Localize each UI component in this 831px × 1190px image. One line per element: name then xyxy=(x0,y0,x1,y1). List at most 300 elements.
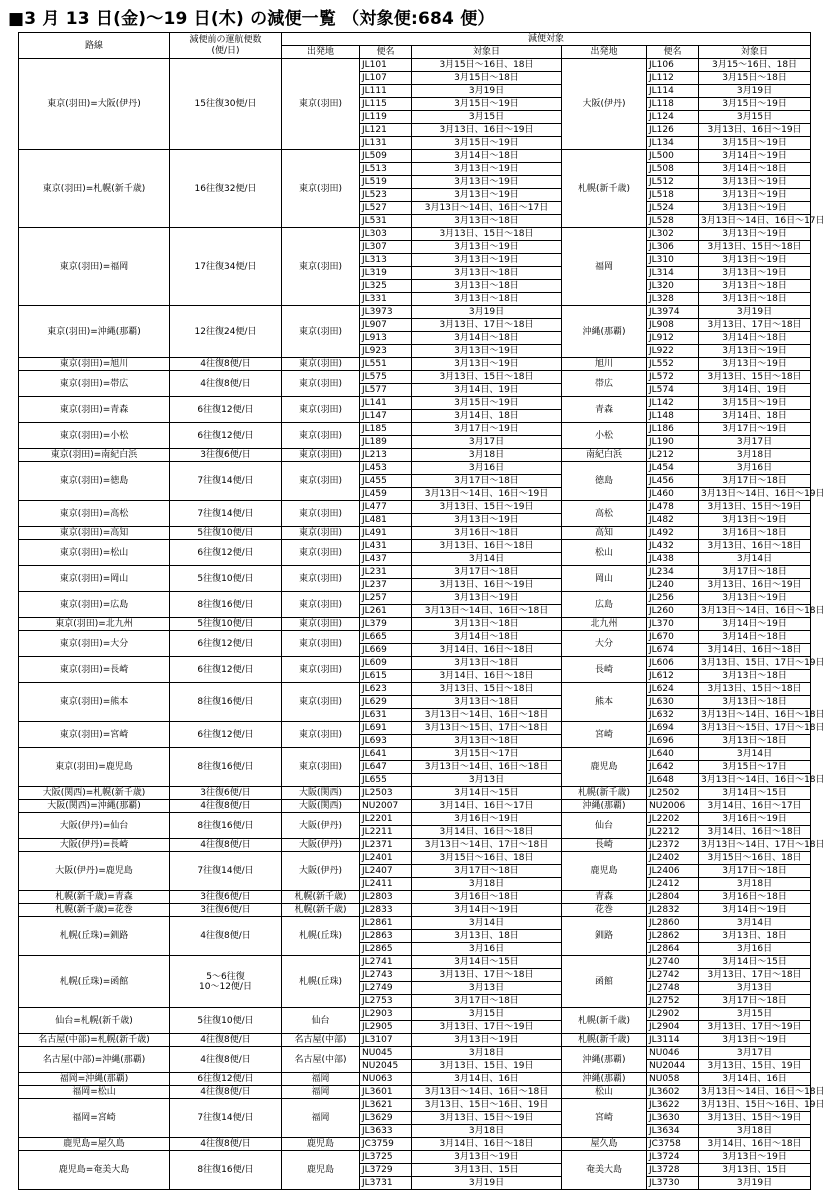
route-cell: 東京(羽田)=旭川 xyxy=(19,358,170,371)
flight-out-cell: NU063 xyxy=(360,1073,412,1086)
route-cell: 東京(羽田)=広島 xyxy=(19,592,170,618)
frequency-text: 6往復12便/日 xyxy=(197,729,254,740)
route-cell: 東京(羽田)=熊本 xyxy=(19,683,170,722)
flight-out-cell: JL237 xyxy=(360,579,412,592)
flight-out-cell: JL2833 xyxy=(360,904,412,917)
dates-out-cell: 3月13日～18日 xyxy=(412,696,562,709)
dates-out-cell: 3月13日～19日 xyxy=(412,176,562,189)
table-row xyxy=(19,904,811,917)
frequency-cell xyxy=(170,813,282,839)
flight-out-cell: JL913 xyxy=(360,332,412,345)
flight-out-cell: JL527 xyxy=(360,202,412,215)
origin-out-cell: 東京(羽田) xyxy=(282,540,360,566)
flight-ret-cell: JL2752 xyxy=(647,995,699,1008)
dates-out-cell: 3月13日、18日 xyxy=(412,930,562,943)
flight-out-cell: JL609 xyxy=(360,657,412,670)
flight-ret-cell: JL124 xyxy=(647,111,699,124)
dates-ret-cell: 3月13日～19日 xyxy=(699,345,811,358)
origin-out-cell: 札幌(丘珠) xyxy=(282,956,360,1008)
flight-out-cell: JL2411 xyxy=(360,878,412,891)
flight-ret-cell: JL574 xyxy=(647,384,699,397)
route-cell: 東京(羽田)=鹿児島 xyxy=(19,748,170,787)
flight-out-cell: JL3629 xyxy=(360,1112,412,1125)
flight-out-cell: JL2753 xyxy=(360,995,412,1008)
frequency-cell xyxy=(170,150,282,228)
origin-out-cell: 東京(羽田) xyxy=(282,59,360,150)
table-row xyxy=(19,358,811,371)
flight-ret-cell: JL2748 xyxy=(647,982,699,995)
dates-out-cell: 3月13日～18日 xyxy=(412,735,562,748)
flight-out-cell: JL331 xyxy=(360,293,412,306)
origin-ret-cell: 松山 xyxy=(562,1086,647,1099)
flight-out-cell: JL551 xyxy=(360,358,412,371)
origin-out-cell: 東京(羽田) xyxy=(282,748,360,787)
table-row xyxy=(19,371,811,384)
route-cell: 札幌(丘珠)=釧路 xyxy=(19,917,170,956)
flight-out-cell: JL531 xyxy=(360,215,412,228)
frequency-cell xyxy=(170,462,282,501)
frequency-text: 7往復14便/日 xyxy=(197,476,254,486)
dates-ret-cell: 3月15日 xyxy=(699,111,811,124)
dates-ret-cell: 3月14日～15日 xyxy=(699,956,811,969)
flight-ret-cell: JL112 xyxy=(647,72,699,85)
frequency-text: 4往復8便/日 xyxy=(200,801,251,811)
flight-ret-cell: JL438 xyxy=(647,553,699,566)
origin-ret-cell: 釧路 xyxy=(562,917,647,956)
frequency-cell xyxy=(170,1099,282,1138)
flight-out-cell: JL2371 xyxy=(360,839,412,852)
dates-out-cell: 3月13日～14日、16日～18日 xyxy=(412,761,562,774)
origin-out-cell: 東京(羽田) xyxy=(282,228,360,306)
flight-out-cell: JL2865 xyxy=(360,943,412,956)
flight-out-cell: JL519 xyxy=(360,176,412,189)
flight-ret-cell: JL432 xyxy=(647,540,699,553)
dates-out-cell: 3月19日 xyxy=(412,306,562,319)
frequency-cell xyxy=(170,1086,282,1099)
flight-out-cell: JL459 xyxy=(360,488,412,501)
table-row xyxy=(19,852,811,865)
flight-ret-cell: JL524 xyxy=(647,202,699,215)
flight-out-cell: JL2861 xyxy=(360,917,412,930)
dates-ret-cell: 3月14日、16日～18日 xyxy=(699,644,811,657)
origin-ret-cell: 札幌(新千歳) xyxy=(562,787,647,800)
header-before-line2: (便/日) xyxy=(211,45,240,56)
frequency-text: 3往復6便/日 xyxy=(200,905,251,915)
frequency-cell xyxy=(170,800,282,813)
origin-ret-cell: 徳島 xyxy=(562,462,647,501)
origin-out-cell: 大阪(関西) xyxy=(282,800,360,813)
dates-ret-cell: 3月14日 xyxy=(699,917,811,930)
origin-out-cell: 名古屋(中部) xyxy=(282,1047,360,1073)
frequency-text: 12往復24便/日 xyxy=(194,326,257,337)
dates-out-cell: 3月17日～18日 xyxy=(412,475,562,488)
flight-ret-cell: JL328 xyxy=(647,293,699,306)
dates-out-cell: 3月13日～19日 xyxy=(412,254,562,267)
route-cell: 東京(羽田)=松山 xyxy=(19,540,170,566)
frequency-cell xyxy=(170,839,282,852)
dates-out-cell: 3月13日～14日、16日～19日 xyxy=(412,488,562,501)
dates-out-cell: 3月13日～19日 xyxy=(412,592,562,605)
dates-out-cell: 3月15日～19日 xyxy=(412,98,562,111)
flight-out-cell: JL513 xyxy=(360,163,412,176)
dates-ret-cell: 3月13日、16日～19日 xyxy=(699,579,811,592)
dates-ret-cell: 3月13日、15日～18日 xyxy=(699,241,811,254)
dates-out-cell: 3月13日～19日 xyxy=(412,1034,562,1047)
route-cell: 東京(羽田)=沖縄(那覇) xyxy=(19,306,170,358)
flight-ret-cell: JL512 xyxy=(647,176,699,189)
dates-out-cell: 3月14日、19日 xyxy=(412,384,562,397)
origin-ret-cell: 宮崎 xyxy=(562,722,647,748)
dates-ret-cell: 3月14日、16日 xyxy=(699,1073,811,1086)
flight-ret-cell: JL3630 xyxy=(647,1112,699,1125)
origin-ret-cell: 旭川 xyxy=(562,358,647,371)
origin-out-cell: 大阪(関西) xyxy=(282,787,360,800)
route-cell: 福岡=宮崎 xyxy=(19,1099,170,1138)
dates-out-cell: 3月17日 xyxy=(412,436,562,449)
flight-ret-cell: JL256 xyxy=(647,592,699,605)
origin-out-cell: 東京(羽田) xyxy=(282,683,360,722)
origin-ret-cell: 花巻 xyxy=(562,904,647,917)
dates-out-cell: 3月13日、15日～18日 xyxy=(412,228,562,241)
route-cell: 東京(羽田)=小松 xyxy=(19,423,170,449)
flight-ret-cell: JL3114 xyxy=(647,1034,699,1047)
flight-out-cell: JL3973 xyxy=(360,306,412,319)
flight-out-cell: JL641 xyxy=(360,748,412,761)
flight-ret-cell: JL370 xyxy=(647,618,699,631)
origin-ret-cell: 帯広 xyxy=(562,371,647,397)
flight-out-cell: JL2201 xyxy=(360,813,412,826)
origin-out-cell: 東京(羽田) xyxy=(282,449,360,462)
dates-ret-cell: 3月13日、18日 xyxy=(699,930,811,943)
frequency-cell xyxy=(170,722,282,748)
flight-ret-cell: NU2006 xyxy=(647,800,699,813)
flight-ret-cell: JL2864 xyxy=(647,943,699,956)
flight-ret-cell: JL632 xyxy=(647,709,699,722)
frequency-text: 5往復10便/日 xyxy=(197,573,254,584)
flight-ret-cell: JL142 xyxy=(647,397,699,410)
dates-ret-cell: 3月17日 xyxy=(699,436,811,449)
dates-ret-cell: 3月19日 xyxy=(699,306,811,319)
origin-ret-cell: 南紀白浜 xyxy=(562,449,647,462)
origin-ret-cell: 沖縄(那覇) xyxy=(562,800,647,813)
header-row-1 xyxy=(19,33,811,46)
flight-out-cell: JL437 xyxy=(360,553,412,566)
dates-out-cell: 3月13日～14日、16日～18日 xyxy=(412,709,562,722)
route-cell: 大阪(伊丹)=鹿児島 xyxy=(19,852,170,891)
origin-ret-cell: 長崎 xyxy=(562,657,647,683)
flight-ret-cell: JL2904 xyxy=(647,1021,699,1034)
route-cell: 札幌(新千歳)=花巻 xyxy=(19,904,170,917)
flight-out-cell: JL615 xyxy=(360,670,412,683)
origin-out-cell: 東京(羽田) xyxy=(282,592,360,618)
flight-reduction-table xyxy=(18,32,825,1190)
flight-ret-cell: JL240 xyxy=(647,579,699,592)
dates-ret-cell: 3月13日、15日～18日 xyxy=(699,683,811,696)
route-cell: 福岡=沖縄(那覇) xyxy=(19,1073,170,1086)
dates-out-cell: 3月14日、16日～18日 xyxy=(412,826,562,839)
dates-ret-cell: 3月13日～14日、16日～19日 xyxy=(699,488,811,501)
flight-out-cell: JL319 xyxy=(360,267,412,280)
frequency-text: 6往復12便/日 xyxy=(197,547,254,558)
flight-ret-cell: JL630 xyxy=(647,696,699,709)
table-row xyxy=(19,631,811,644)
flight-ret-cell: JL134 xyxy=(647,137,699,150)
flight-out-cell: JL325 xyxy=(360,280,412,293)
flight-ret-cell: NU046 xyxy=(647,1047,699,1060)
frequency-cell xyxy=(170,449,282,462)
origin-out-cell: 東京(羽田) xyxy=(282,618,360,631)
route-cell: 大阪(伊丹)=長崎 xyxy=(19,839,170,852)
flight-ret-cell: JL2832 xyxy=(647,904,699,917)
table-row xyxy=(19,800,811,813)
dates-out-cell: 3月17日～19日 xyxy=(412,423,562,436)
dates-out-cell: 3月13日～19日 xyxy=(412,1151,562,1164)
dates-out-cell: 3月13日～19日 xyxy=(412,514,562,527)
flight-ret-cell: JC3758 xyxy=(647,1138,699,1151)
dates-ret-cell: 3月13日～18日 xyxy=(699,696,811,709)
frequency-cell xyxy=(170,1047,282,1073)
flight-out-cell: JL665 xyxy=(360,631,412,644)
dates-ret-cell: 3月14日 xyxy=(699,553,811,566)
flight-out-cell: JL655 xyxy=(360,774,412,787)
dates-out-cell: 3月15日 xyxy=(412,111,562,124)
table-row xyxy=(19,956,811,969)
header-dates-ret: 対象日 xyxy=(699,46,811,59)
dates-out-cell: 3月17日～18日 xyxy=(412,995,562,1008)
dates-out-cell: 3月17日～18日 xyxy=(412,566,562,579)
dates-ret-cell: 3月13日、15日～16日、19日 xyxy=(699,1099,811,1112)
dates-ret-cell: 3月13日～18日 xyxy=(699,293,811,306)
flight-ret-cell: JL2742 xyxy=(647,969,699,982)
flight-out-cell: JL577 xyxy=(360,384,412,397)
origin-ret-cell: 青森 xyxy=(562,397,647,423)
flight-ret-cell: JL460 xyxy=(647,488,699,501)
table-row xyxy=(19,1099,811,1112)
table-row xyxy=(19,1008,811,1021)
dates-out-cell: 3月18日 xyxy=(412,449,562,462)
route-cell: 東京(羽田)=北九州 xyxy=(19,618,170,631)
flight-ret-cell: JL482 xyxy=(647,514,699,527)
route-cell: 東京(羽田)=大阪(伊丹) xyxy=(19,59,170,150)
route-cell: 東京(羽田)=大分 xyxy=(19,631,170,657)
flight-ret-cell: JL640 xyxy=(647,748,699,761)
header-origin-out: 出発地 xyxy=(282,46,360,59)
origin-ret-cell: 札幌(新千歳) xyxy=(562,1034,647,1047)
flight-out-cell: JL115 xyxy=(360,98,412,111)
flight-ret-cell: JL186 xyxy=(647,423,699,436)
flight-out-cell: JL3633 xyxy=(360,1125,412,1138)
dates-ret-cell: 3月13日～19日 xyxy=(699,514,811,527)
flight-ret-cell: JL260 xyxy=(647,605,699,618)
flight-out-cell: JL101 xyxy=(360,59,412,72)
frequency-cell xyxy=(170,917,282,956)
table-row xyxy=(19,540,811,553)
dates-out-cell: 3月14日、16日～17日 xyxy=(412,800,562,813)
dates-ret-cell: 3月13日、15日、17日～19日 xyxy=(699,657,811,670)
dates-out-cell: 3月18日 xyxy=(412,878,562,891)
frequency-cell xyxy=(170,657,282,683)
origin-ret-cell: 熊本 xyxy=(562,683,647,722)
flight-ret-cell: JL674 xyxy=(647,644,699,657)
table-row xyxy=(19,527,811,540)
table-row xyxy=(19,449,811,462)
flight-ret-cell: JL528 xyxy=(647,215,699,228)
frequency-cell xyxy=(170,423,282,449)
dates-ret-cell: 3月14日、19日 xyxy=(699,384,811,397)
origin-out-cell: 鹿児島 xyxy=(282,1138,360,1151)
frequency-text: 4往復8便/日 xyxy=(200,1054,251,1065)
route-cell: 名古屋(中部)=沖縄(那覇) xyxy=(19,1047,170,1073)
dates-out-cell: 3月13日～19日 xyxy=(412,345,562,358)
dates-out-cell: 3月14日、18日 xyxy=(412,410,562,423)
flight-out-cell: JL2503 xyxy=(360,787,412,800)
origin-out-cell: 東京(羽田) xyxy=(282,397,360,423)
dates-ret-cell: 3月14日 xyxy=(699,748,811,761)
frequency-cell xyxy=(170,501,282,527)
dates-ret-cell: 3月17日～18日 xyxy=(699,566,811,579)
dates-out-cell: 3月13日、17日～18日 xyxy=(412,319,562,332)
dates-out-cell: 3月13日～18日 xyxy=(412,293,562,306)
flight-out-cell: JL523 xyxy=(360,189,412,202)
dates-ret-cell: 3月13日、15日～18日 xyxy=(699,371,811,384)
header-route: 路線 xyxy=(19,33,170,59)
dates-out-cell: 3月14日、16日～18日 xyxy=(412,1138,562,1151)
flight-ret-cell: JL3724 xyxy=(647,1151,699,1164)
dates-ret-cell: 3月13日、16日～19日 xyxy=(699,124,811,137)
flight-ret-cell: JL148 xyxy=(647,410,699,423)
frequency-text: 7往復14便/日 xyxy=(197,508,254,519)
table-row xyxy=(19,1086,811,1099)
flight-ret-cell: JL212 xyxy=(647,449,699,462)
dates-ret-cell: 3月13日～18日 xyxy=(699,735,811,748)
dates-out-cell: 3月13日～19日 xyxy=(412,189,562,202)
dates-ret-cell: 3月14日～19日 xyxy=(699,618,811,631)
flight-out-cell: JL477 xyxy=(360,501,412,514)
dates-out-cell: 3月14日、16日 xyxy=(412,1073,562,1086)
frequency-cell xyxy=(170,618,282,631)
flight-out-cell: NU2045 xyxy=(360,1060,412,1073)
origin-ret-cell: 高松 xyxy=(562,501,647,527)
flight-ret-cell: JL456 xyxy=(647,475,699,488)
frequency-text: 7往復14便/日 xyxy=(197,1113,254,1123)
origin-out-cell: 東京(羽田) xyxy=(282,306,360,358)
flight-out-cell: JL231 xyxy=(360,566,412,579)
route-cell: 東京(羽田)=南紀白浜 xyxy=(19,449,170,462)
frequency-text: 4往復8便/日 xyxy=(200,1035,251,1045)
dates-out-cell: 3月13日～18日 xyxy=(412,215,562,228)
origin-out-cell: 札幌(丘珠) xyxy=(282,917,360,956)
origin-ret-cell: 沖縄(那覇) xyxy=(562,1047,647,1073)
dates-out-cell: 3月14日 xyxy=(412,553,562,566)
flight-ret-cell: JL118 xyxy=(647,98,699,111)
frequency-cell xyxy=(170,683,282,722)
flight-out-cell: JL481 xyxy=(360,514,412,527)
origin-ret-cell: 鹿児島 xyxy=(562,748,647,787)
route-cell: 大阪(伊丹)=仙台 xyxy=(19,813,170,839)
flight-ret-cell: JL454 xyxy=(647,462,699,475)
dates-ret-cell: 3月13日～14日、16日～18日 xyxy=(699,774,811,787)
dates-out-cell: 3月16日～18日 xyxy=(412,527,562,540)
dates-out-cell: 3月15日～18日 xyxy=(412,72,562,85)
header-flight-ret: 便名 xyxy=(647,46,699,59)
frequency-text: 15往復30便/日 xyxy=(194,99,257,109)
dates-ret-cell: 3月13日 xyxy=(699,982,811,995)
route-cell: 札幌(新千歳)=青森 xyxy=(19,891,170,904)
route-cell: 東京(羽田)=帯広 xyxy=(19,371,170,397)
dates-out-cell: 3月15日～16日、18日 xyxy=(412,852,562,865)
frequency-text: 16往復32便/日 xyxy=(194,183,257,194)
dates-ret-cell: 3月13日～14日、16日～18日 xyxy=(699,709,811,722)
dates-out-cell: 3月16日 xyxy=(412,462,562,475)
flight-out-cell: JL3601 xyxy=(360,1086,412,1099)
flight-out-cell: JL431 xyxy=(360,540,412,553)
dates-out-cell: 3月14日、16日～18日 xyxy=(412,670,562,683)
dates-ret-cell: 3月13日～19日 xyxy=(699,267,811,280)
dates-ret-cell: 3月18日 xyxy=(699,1125,811,1138)
origin-out-cell: 大阪(伊丹) xyxy=(282,852,360,891)
frequency-cell xyxy=(170,904,282,917)
dates-ret-cell: 3月13日～14日、16日～18日 xyxy=(699,605,811,618)
origin-ret-cell: 鹿児島 xyxy=(562,852,647,891)
header-flight-out: 便名 xyxy=(360,46,412,59)
route-cell: 大阪(関西)=札幌(新千歳) xyxy=(19,787,170,800)
flight-ret-cell: JL908 xyxy=(647,319,699,332)
route-cell: 東京(羽田)=高知 xyxy=(19,527,170,540)
dates-ret-cell: 3月13日～15日、17日～18日 xyxy=(699,722,811,735)
flight-ret-cell: JL3730 xyxy=(647,1177,699,1190)
dates-out-cell: 3月13日～14日、16日～18日 xyxy=(412,1086,562,1099)
dates-out-cell: 3月14日～19日 xyxy=(412,904,562,917)
dates-ret-cell: 3月17日～18日 xyxy=(699,475,811,488)
origin-out-cell: 東京(羽田) xyxy=(282,501,360,527)
flight-out-cell: JL575 xyxy=(360,371,412,384)
flight-ret-cell: JL2502 xyxy=(647,787,699,800)
flight-ret-cell: JL508 xyxy=(647,163,699,176)
header-before xyxy=(170,33,282,59)
flight-out-cell: JL3107 xyxy=(360,1034,412,1047)
route-cell: 東京(羽田)=徳島 xyxy=(19,462,170,501)
frequency-cell xyxy=(170,1138,282,1151)
dates-out-cell: 3月16日～19日 xyxy=(412,813,562,826)
flight-out-cell: JL3621 xyxy=(360,1099,412,1112)
table-row xyxy=(19,917,811,930)
flight-out-cell: JL257 xyxy=(360,592,412,605)
dates-out-cell: 3月14日～18日 xyxy=(412,332,562,345)
route-cell: 東京(羽田)=福岡 xyxy=(19,228,170,306)
flight-out-cell: JL2211 xyxy=(360,826,412,839)
origin-ret-cell: 札幌(新千歳) xyxy=(562,1008,647,1034)
origin-ret-cell: 長崎 xyxy=(562,839,647,852)
dates-ret-cell: 3月13日～19日 xyxy=(699,1151,811,1164)
table-row xyxy=(19,683,811,696)
flight-out-cell: JL107 xyxy=(360,72,412,85)
dates-ret-cell: 3月15日 xyxy=(699,1008,811,1021)
dates-ret-cell: 3月14日～18日 xyxy=(699,332,811,345)
dates-out-cell: 3月14日 xyxy=(412,917,562,930)
dates-ret-cell: 3月15日～17日 xyxy=(699,761,811,774)
origin-out-cell: 鹿児島 xyxy=(282,1151,360,1190)
origin-out-cell: 福岡 xyxy=(282,1086,360,1099)
origin-out-cell: 福岡 xyxy=(282,1099,360,1138)
table-row xyxy=(19,228,811,241)
dates-out-cell: 3月13日～18日 xyxy=(412,657,562,670)
table-row xyxy=(19,1034,811,1047)
flight-out-cell: JL647 xyxy=(360,761,412,774)
dates-ret-cell: 3月13日～19日 xyxy=(699,592,811,605)
flight-ret-cell: JL106 xyxy=(647,59,699,72)
dates-out-cell: 3月16日～18日 xyxy=(412,891,562,904)
dates-out-cell: 3月19日 xyxy=(412,85,562,98)
